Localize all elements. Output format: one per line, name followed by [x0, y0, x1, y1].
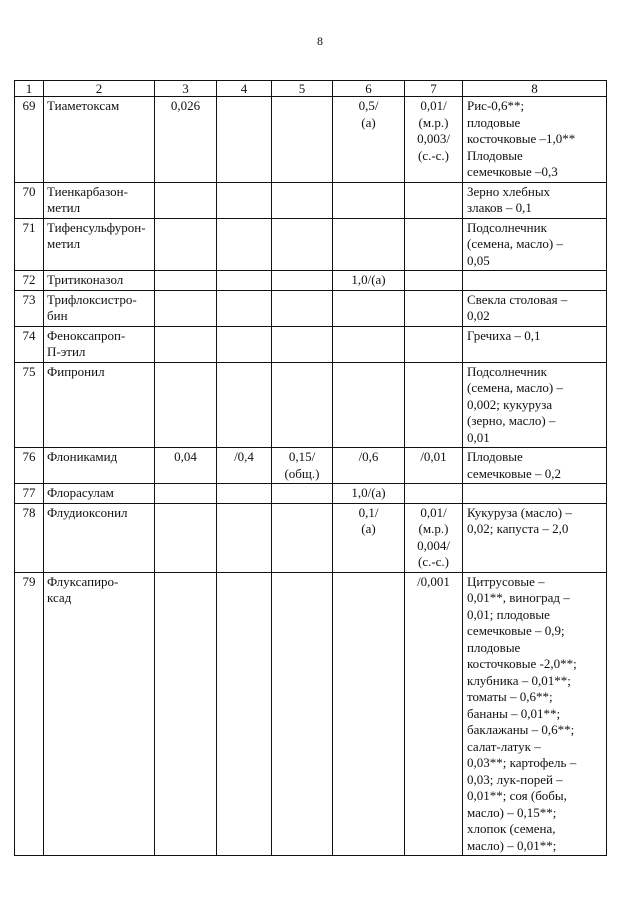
column-header-4: 4 [217, 81, 272, 97]
row-number: 71 [15, 218, 44, 271]
substance-name: Флуксапиро- ксад [44, 572, 155, 856]
value-col6: 0,1/ (а) [333, 503, 405, 572]
value-col3: 0,026 [155, 97, 217, 183]
value-col5 [272, 290, 333, 326]
value-col3 [155, 362, 217, 448]
value-col6: 1,0/(а) [333, 271, 405, 291]
row-number: 70 [15, 182, 44, 218]
substance-name: Фипронил [44, 362, 155, 448]
row-number: 77 [15, 484, 44, 504]
substance-name: Трифлоксистро- бин [44, 290, 155, 326]
row-number: 74 [15, 326, 44, 362]
substance-name: Тиенкарбазон- метил [44, 182, 155, 218]
value-col3 [155, 271, 217, 291]
substance-name: Флудиоксонил [44, 503, 155, 572]
value-col3 [155, 218, 217, 271]
value-col3 [155, 290, 217, 326]
value-col3 [155, 182, 217, 218]
value-col4 [217, 484, 272, 504]
food-limits: Плодовые семечковые – 0,2 [463, 448, 607, 484]
row-number: 76 [15, 448, 44, 484]
row-number: 75 [15, 362, 44, 448]
substance-name: Феноксапроп- П-этил [44, 326, 155, 362]
food-limits: Гречиха – 0,1 [463, 326, 607, 362]
value-col7 [405, 271, 463, 291]
food-limits: Зерно хлебных злаков – 0,1 [463, 182, 607, 218]
value-col4 [217, 218, 272, 271]
substance-name: Тиаметоксам [44, 97, 155, 183]
column-header-8: 8 [463, 81, 607, 97]
header-row [15, 81, 607, 97]
value-col6 [333, 362, 405, 448]
value-col6 [333, 218, 405, 271]
value-col4: /0,4 [217, 448, 272, 484]
substance-name: Флоникамид [44, 448, 155, 484]
value-col7: /0,01 [405, 448, 463, 484]
value-col7 [405, 362, 463, 448]
value-col6 [333, 326, 405, 362]
value-col4 [217, 326, 272, 362]
value-col5 [272, 572, 333, 856]
value-col5 [272, 218, 333, 271]
value-col5 [272, 326, 333, 362]
value-col4 [217, 503, 272, 572]
table-row [15, 572, 607, 856]
value-col4 [217, 271, 272, 291]
value-col6: /0,6 [333, 448, 405, 484]
substance-name: Тифенсульфурон- метил [44, 218, 155, 271]
value-col4 [217, 362, 272, 448]
row-number: 78 [15, 503, 44, 572]
column-header-6: 6 [333, 81, 405, 97]
value-col3: 0,04 [155, 448, 217, 484]
table-row [15, 271, 607, 291]
value-col6 [333, 182, 405, 218]
value-col6 [333, 572, 405, 856]
value-col3 [155, 572, 217, 856]
table-row [15, 326, 607, 362]
value-col4 [217, 290, 272, 326]
value-col7: 0,01/ (м.р.) 0,004/ (с.-с.) [405, 503, 463, 572]
row-number: 73 [15, 290, 44, 326]
food-limits: Подсолнечник (семена, масло) – 0,002; кукуруза (зерно, масло) – 0,01 [463, 362, 607, 448]
substance-name: Тритиконазол [44, 271, 155, 291]
column-header-5: 5 [272, 81, 333, 97]
value-col4 [217, 97, 272, 183]
hygienic-standards-table [14, 80, 607, 856]
food-limits: Кукуруза (масло) – 0,02; капуста – 2,0 [463, 503, 607, 572]
table-row [15, 448, 607, 484]
value-col6 [333, 290, 405, 326]
value-col5 [272, 503, 333, 572]
value-col5 [272, 182, 333, 218]
value-col7 [405, 218, 463, 271]
table-row [15, 218, 607, 271]
table-row [15, 97, 607, 183]
table-row [15, 503, 607, 572]
substance-name: Флорасулам [44, 484, 155, 504]
row-number: 69 [15, 97, 44, 183]
value-col4 [217, 572, 272, 856]
table-row [15, 484, 607, 504]
value-col3 [155, 484, 217, 504]
page-number: 8 [317, 34, 323, 48]
value-col7 [405, 290, 463, 326]
food-limits [463, 484, 607, 504]
food-limits: Рис-0,6**; плодовые косточковые –1,0** Плодовые семечковые –0,3 [463, 97, 607, 183]
column-header-2: 2 [44, 81, 155, 97]
value-col7 [405, 182, 463, 218]
value-col6: 0,5/ (а) [333, 97, 405, 183]
column-header-1: 1 [15, 81, 44, 97]
row-number: 79 [15, 572, 44, 856]
value-col5 [272, 362, 333, 448]
table-row [15, 290, 607, 326]
value-col6: 1,0/(а) [333, 484, 405, 504]
value-col7: /0,001 [405, 572, 463, 856]
column-header-3: 3 [155, 81, 217, 97]
table-row [15, 362, 607, 448]
food-limits: Цитрусовые – 0,01**, виноград – 0,01; плодовые семечковые – 0,9; плодовые косточковые -2,0**; клубника – 0,01**; томаты – 0,6**; бананы – 0,01**; баклажаны – 0,6**; салат-латук – 0,03**; картофель – 0,03; лук-порей – 0,01**; соя (бобы, масло) – 0,15**; хлопок (семена, масло) – 0,01**; [463, 572, 607, 856]
value-col5 [272, 484, 333, 504]
table-row [15, 182, 607, 218]
value-col3 [155, 503, 217, 572]
value-col7 [405, 326, 463, 362]
food-limits: Подсолнечник (семена, масло) – 0,05 [463, 218, 607, 271]
value-col3 [155, 326, 217, 362]
row-number: 72 [15, 271, 44, 291]
value-col5: 0,15/ (общ.) [272, 448, 333, 484]
column-header-7: 7 [405, 81, 463, 97]
value-col7: 0,01/ (м.р.) 0,003/ (с.-с.) [405, 97, 463, 183]
food-limits: Свекла столовая – 0,02 [463, 290, 607, 326]
value-col5 [272, 271, 333, 291]
value-col7 [405, 484, 463, 504]
food-limits [463, 271, 607, 291]
value-col4 [217, 182, 272, 218]
value-col5 [272, 97, 333, 183]
